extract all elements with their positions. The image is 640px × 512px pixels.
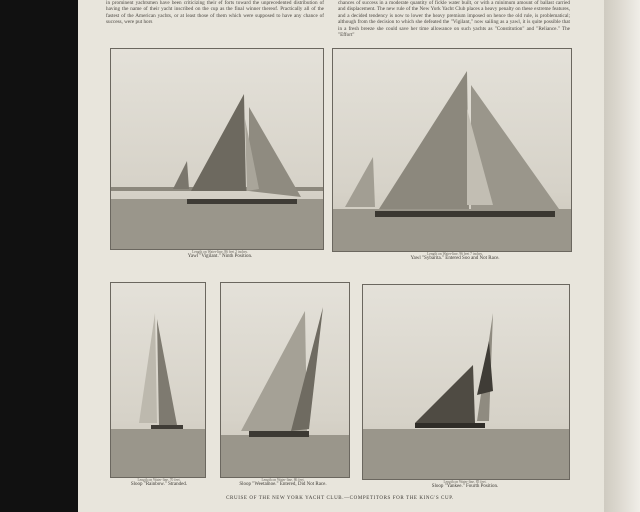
caption-weetamoe-text: Sloop "Weetamoe." Entered, Did Not Race. <box>239 482 327 487</box>
caption-rainbow <box>104 478 214 487</box>
yacht-illustration <box>111 49 323 249</box>
article-text-right-b: hence the old rule, is problematical; although from the decision to which she defeated the "Vigilant," now sailing as a yawl, it is quite possible that in a fresh breeze she could save her time allowance on such yachts as "Constitution" and "Reliance." The "Effort" <box>338 12 570 39</box>
photo-yankee <box>362 284 570 480</box>
binding-gutter <box>0 0 78 512</box>
article-text-right <box>338 0 570 44</box>
caption-sybarita-text: Yawl "Sybarita." Entered Soo and Not Race. <box>410 256 500 261</box>
yacht-illustration <box>333 49 571 251</box>
yacht-illustration <box>111 283 205 477</box>
page-edge <box>604 0 640 512</box>
yacht-illustration <box>363 285 569 479</box>
caption-vigilant <box>150 250 290 259</box>
article-text-left: in prominent yachtsmen have been criticizing their ef forts toward the unprecedented distribution of having the name of their yacht inscribed on the cup as the final winner thereof. Practically all of the fastest of the American yachts, or at least those of them which were supposed to have any chance of success, were put hors <box>106 0 324 26</box>
caption-yankee <box>390 480 540 489</box>
subcaption-yankee: Length on Water-line, 85 feet. <box>443 480 487 484</box>
article-text-right-a: chances of success in a moderate quantity of fickle water built, or with a minimum amount of ballast carried and displacement. The new rule of the New York Yacht Club places a heavy penalty on these extreme features, and a decided tendency is now to lower the heavy premium imposed on <box>338 0 570 19</box>
photo-vigilant <box>110 48 324 250</box>
subcaption-sybarita: Length on Water-line, 96 feet 7 inches. <box>427 252 483 256</box>
caption-rainbow-text: Sloop "Rainbow." Stranded. <box>130 482 188 487</box>
subcaption-weetamoe: Length on Water-line, 86 feet. <box>261 478 305 482</box>
subcaption-rainbow: Length on Water-line, 70 feet. <box>137 478 181 482</box>
caption-vigilant-text: Yawl "Vigilant." Ninth Position. <box>187 254 253 259</box>
photo-sybarita <box>332 48 572 252</box>
photo-weetamoe <box>220 282 350 478</box>
yacht-illustration <box>221 283 349 477</box>
caption-weetamoe <box>208 478 358 487</box>
caption-sybarita <box>380 252 530 261</box>
subcaption-vigilant: Length on Water-line, 86 feet 2 inches. <box>192 250 248 254</box>
caption-yankee-text: Sloop "Yankee." Fourth Position. <box>431 484 499 489</box>
photo-rainbow <box>110 282 206 478</box>
page-footer-title: CRUISE OF THE NEW YORK YACHT CLUB.—COMPETITORS FOR THE KING'S CUP. <box>226 496 454 501</box>
